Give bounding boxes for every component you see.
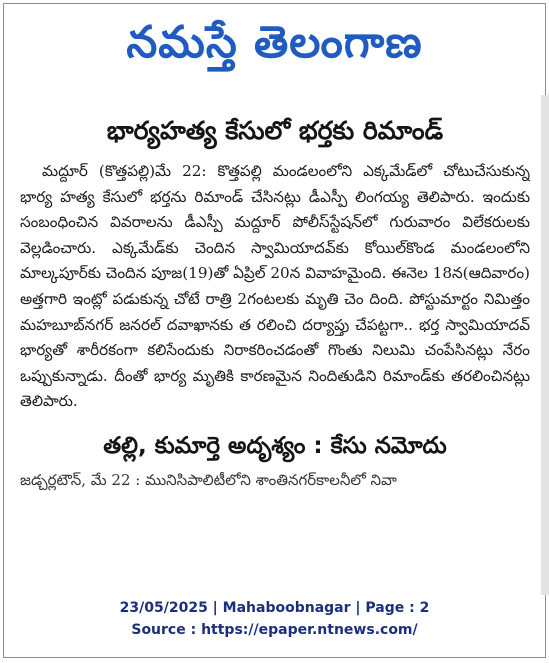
date-edition-page: 23/05/2025 | Mahaboobnagar | Page : 2 xyxy=(119,600,430,616)
article-body: మద్దూర్ (కొత్తపల్లి)మే 22: కొత్తపల్లి మండలంలోని ఎక్కమేడ్‌లో చోటుచేసుకున్న భార్య హత్య కేసులో భర్తను రిమాండ్ చేసినట్లు డీఎస్పీ లింగయ్య తెలిపారు. ఇందుకు సంబంధించిన వివరాలను డీఎస్పీ మద్దూర్ పోలీస్‌స్టేషన్‌లో గురువారం విలేకరులకు వెల్లడించారు. ఎక్కమేడ్‌కు చెందిన స్వామియాదవ్‌కు కోయిల్‌కొండ మండలంలోని మాల్కపూర్‌కు చెందిన పూజ(19)తో ఏప్రిల్ 20న వివాహమైంది. ఈనెల 18న(ఆదివారం) అత్తగారి ఇంట్లో పడుకున్న చోటే రాత్రి 2గంటలకు మృతి చెం దింది. పోస్టుమార్టం నిమిత్తం మహబూబ్‌నగర్ జనరల్ దవాఖానకు త రలించి దర్యాప్తు చేపట్టగా.. భర్త స్వామియాదవ్ భార్యతో శారీరకంగా కలిసేందుకు నిరాకరించడంతో గొంతు నిలుమి చంపేసినట్లు నేరం ఒప్పుకున్నాడు. దీంతో భార్య మృతికి కారణమైన నిందితుడిని రిమాండ్‌కు తరలించినట్లు తెలిపారు. xyxy=(20,162,530,411)
next-article-headline: తల్లి, కుమార్తె అదృశ్యం : కేసు నమోదు xyxy=(103,432,447,459)
adjacent-column-edge xyxy=(541,95,549,595)
clipping-footer xyxy=(0,597,549,641)
next-article-partial-text: జడ్చర్లటౌన్, మే 22 : మునిసిపాలిటీలోని శాంతినగర్‌కాలనీలో నివా xyxy=(20,470,397,489)
newspaper-masthead: నమస్తే తెలంగాణ xyxy=(126,17,423,68)
source-link[interactable]: Source : https://epaper.ntnews.com/ xyxy=(131,622,418,638)
article-headline: భార్యహత్య కేసులో భర్తకు రిమాండ్ xyxy=(106,116,444,145)
news-clipping xyxy=(20,105,530,583)
